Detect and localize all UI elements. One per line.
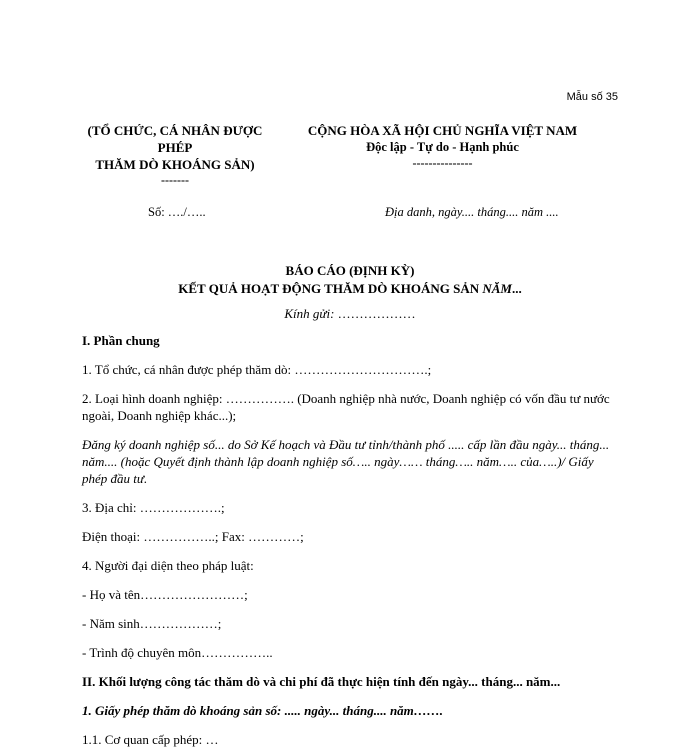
representative-name: - Họ và tên……………………; [82,587,248,602]
org-line-2: PHÉP [157,140,193,155]
national-heading [270,122,615,187]
nation-dashes: --------------- [412,156,473,170]
form-number: Mẫu số 35 [566,91,618,103]
report-title-line-1: BÁO CÁO (ĐỊNH KỲ) [285,263,415,278]
section-1-item-1: 1. Tổ chức, cá nhân được phép thăm dò: ………………………….; [82,362,432,377]
place-and-date: Địa danh, ngày.... tháng.... năm .... [385,205,559,219]
section-1-item-3: 3. Địa chỉ: ……………….; [82,500,225,515]
representative-birth-year: - Năm sinh………………; [82,616,222,631]
representative-qualification: - Trình độ chuyên môn…………….. [82,645,273,660]
org-line-3: THĂM DÒ KHOÁNG SẢN) [95,157,255,172]
section-2-subsection-1-1: 1.1. Cơ quan cấp phép: … [82,732,219,747]
report-title-prefix: KẾT QUẢ HOẠT ĐỘNG THĂM DÒ KHOÁNG SẢN [178,281,483,296]
document-header [80,122,615,187]
nation-title: CỘNG HÒA XÃ HỘI CHỦ NGHĨA VIỆT NAM [307,123,578,138]
section-1-item-2: 2. Loại hình doanh nghiệp: ……………. (Doanh nghiệp nhà nước, Doanh nghiệp có vốn đầu tư nước ngoài, Doanh nghiệp khác...); [82,391,610,423]
business-registration: Đăng ký doanh nghiệp số... do Sở Kế hoạch và Đầu tư tỉnh/thành phố ..... cấp lần đầu ngày... tháng... năm.... (hoặc Quyết định thành lập doanh nghiệp số….. ngày…… tháng….. năm….. của…..)/ Giấy phép đầu tư. [82,437,610,486]
report-title-year-label: NĂM [482,281,512,296]
report-title-suffix: ... [511,281,522,296]
section-1-title: I. Phần chung [82,333,160,348]
section-2-title: II. Khối lượng công tác thăm dò và chi phí đã thực hiện tính đến ngày... tháng... năm... [82,674,561,689]
phone-fax-line: Điện thoại: ……………..; Fax: …………; [82,529,304,544]
nation-motto: Độc lập - Tự do - Hạnh phúc [366,140,519,154]
recipient-line [0,306,700,322]
organization-block [80,122,270,187]
report-title-line-2 [0,280,700,298]
report-title [0,262,700,298]
recipient-value: ……………… [334,306,416,321]
document-number: Số: …./….. [148,205,206,219]
section-2-subsection-1: 1. Giấy phép thăm dò khoáng sản số: ..... ngày... tháng.... năm……. [82,703,444,718]
recipient-label: Kính gửi: [284,306,335,321]
section-1-item-4: 4. Người đại diện theo pháp luật: [82,558,254,573]
org-line-1: (TỔ CHỨC, CÁ NHÂN ĐƯỢC [87,123,263,138]
document-body [82,332,622,748]
org-dashes: ------- [161,173,189,187]
